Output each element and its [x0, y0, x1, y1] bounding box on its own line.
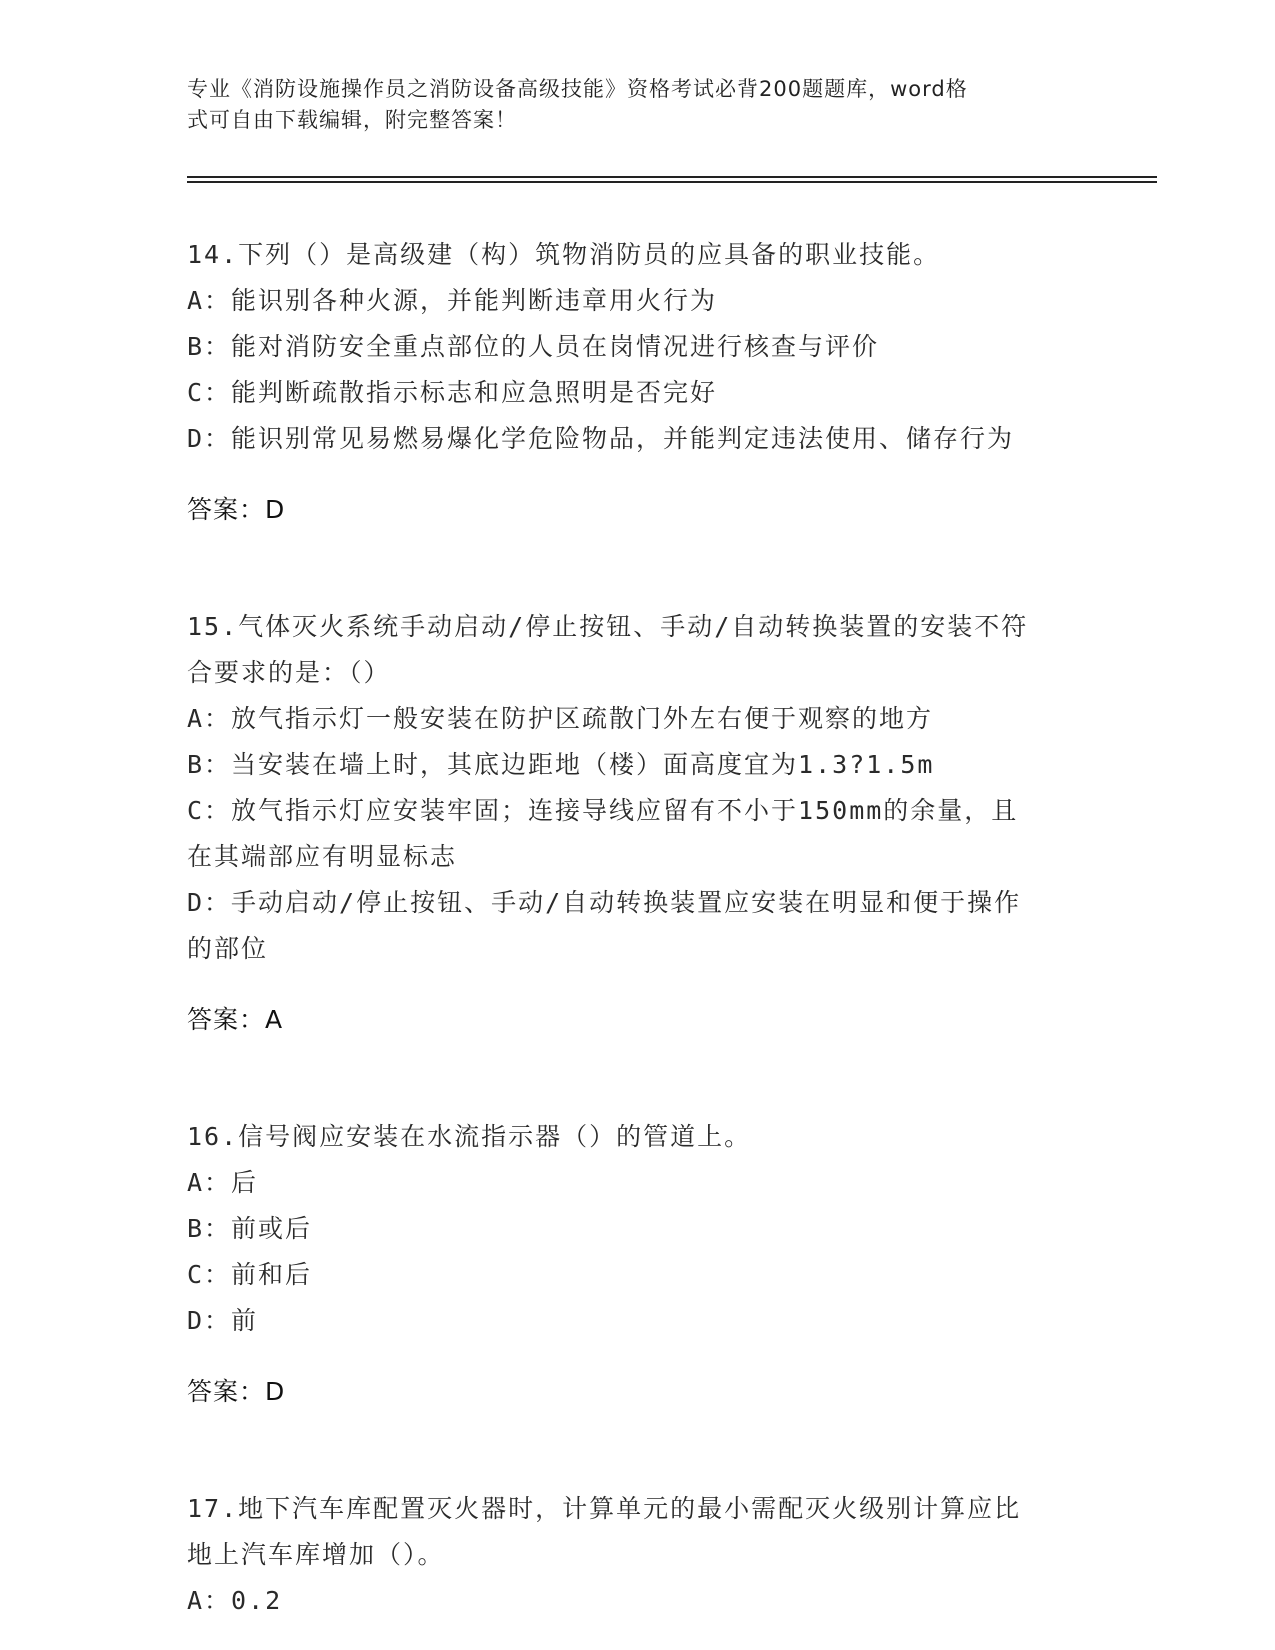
answer-label: 答案：D — [187, 495, 286, 524]
question-16 — [187, 1114, 1087, 1415]
document-header — [187, 74, 1067, 136]
question-stem: 14.下列（）是高级建（构）筑物消防员的应具备的职业技能。 — [187, 240, 941, 269]
option-a: A：能识别各种火源，并能判断违章用火行为 — [187, 286, 718, 315]
answer-label: 答案：A — [187, 1005, 284, 1034]
option-c: C：前和后 — [187, 1260, 313, 1289]
option-b: B：前或后 — [187, 1214, 313, 1243]
option-a: A：0.2 — [187, 1586, 283, 1615]
question-stem-continued: 合要求的是：（） — [187, 658, 391, 687]
option-c-continued: 在其端部应有明显标志 — [187, 842, 458, 871]
option-d: D：能识别常见易燃易爆化学危险物品，并能判定违法使用、储存行为 — [187, 424, 1015, 453]
question-14 — [187, 232, 1087, 533]
option-d: D：手动启动/停止按钮、手动/自动转换装置应安装在明显和便于操作 — [187, 888, 1022, 917]
option-b: B：能对消防安全重点部位的人员在岗情况进行核查与评价 — [187, 332, 880, 361]
question-15 — [187, 604, 1087, 1043]
question-spacer — [187, 1068, 1087, 1114]
option-c: C：放气指示灯应安装牢固；连接导线应留有不小于150mm的余量，且 — [187, 796, 1019, 825]
header-divider-top — [187, 176, 1157, 178]
question-stem: 17.地下汽车库配置灭火器时，计算单元的最小需配灭火级别计算应比 — [187, 1494, 1022, 1523]
header-divider-bottom — [187, 181, 1157, 183]
question-stem: 16.信号阀应安装在水流指示器（）的管道上。 — [187, 1122, 752, 1151]
option-d-continued: 的部位 — [187, 934, 269, 963]
question-stem: 15.气体灭火系统手动启动/停止按钮、手动/自动转换装置的安装不符 — [187, 612, 1029, 641]
question-list — [187, 232, 1087, 1624]
option-a: A：放气指示灯一般安装在防护区疏散门外左右便于观察的地方 — [187, 704, 934, 733]
header-line-1: 专业《消防设施操作员之消防设备高级技能》资格考试必背200题题库，word格 — [187, 77, 968, 101]
answer-label: 答案：D — [187, 1377, 286, 1406]
option-c: C：能判断疏散指示标志和应急照明是否完好 — [187, 378, 718, 407]
question-spacer — [187, 558, 1087, 604]
option-a: A：后 — [187, 1168, 259, 1197]
question-stem-continued: 地上汽车库增加（）。 — [187, 1540, 445, 1569]
option-b: B：当安装在墙上时，其底边距地（楼）面高度宜为1.3?1.5m — [187, 750, 935, 779]
question-17 — [187, 1486, 1087, 1624]
header-line-2: 式可自由下载编辑，附完整答案！ — [187, 108, 517, 132]
question-spacer — [187, 1440, 1087, 1486]
option-d: D：前 — [187, 1306, 259, 1335]
